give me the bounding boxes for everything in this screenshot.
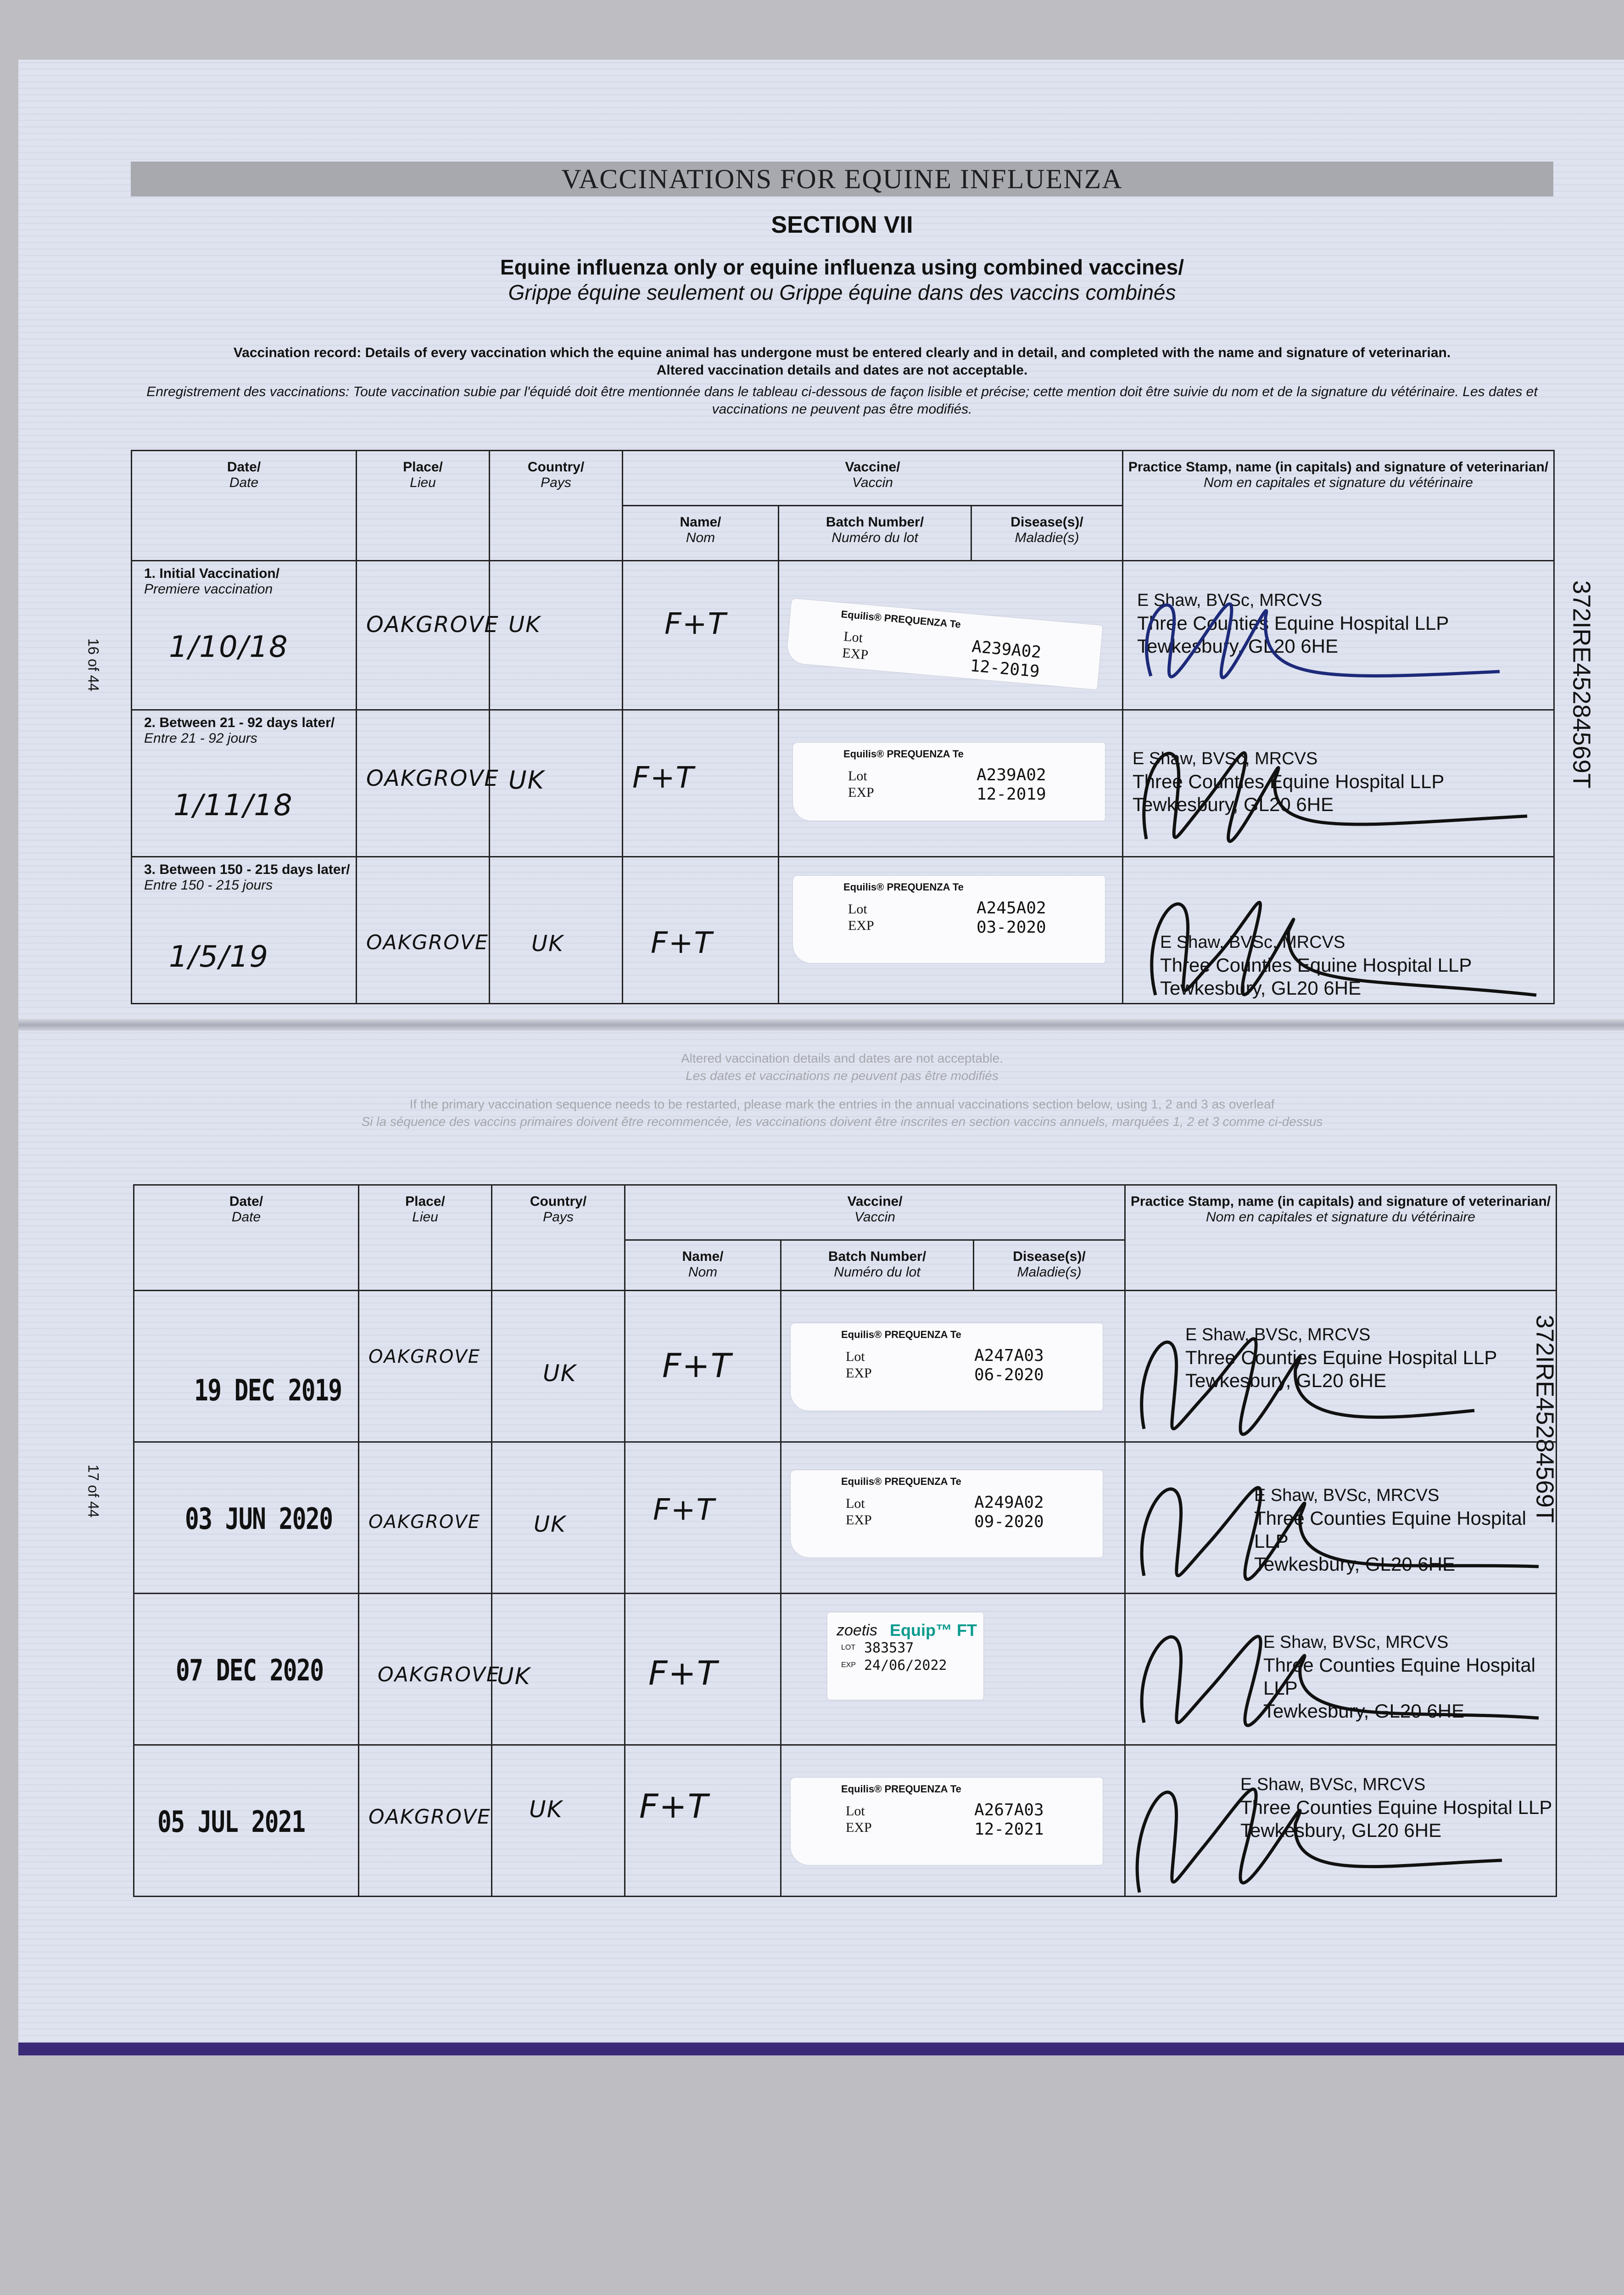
col-batch: Batch Number/ Numéro du lot xyxy=(781,1240,974,1291)
col-stamp: Practice Stamp, name (in capitals) and signature of veterinarian/ Nom en capitales et signature du vétérinaire xyxy=(1123,451,1554,561)
note-french: Enregistrement des vaccinations: Toute vaccination subie par l'équidé doit être mentionnée dans le tableau ci-dessous de façon lisible et précise; cette mention doit être suivie du nom et de la signature du vétérinaire. Les dates et vaccinations ne peuvent pas être modifiés. xyxy=(146,384,1538,417)
note-english xyxy=(131,344,1553,379)
table-row: 07 DEC 2020 OAKGROVE UK F+T zoetis Equip™ FT LOT EXP 383537 24/06/2022 E Shaw, BVSc, MRCVS Three Counties Equine Hospital LLP Tewkesbury, GL20 6HE xyxy=(134,1594,1557,1745)
col-vaccine: Vaccine/ Vaccin xyxy=(625,1185,1125,1240)
vet-signature xyxy=(1123,561,1555,711)
vet-signature xyxy=(1123,711,1555,857)
date-stamp: 05 JUL 2021 xyxy=(157,1805,305,1839)
practice-stamp: E Shaw, BVSc, MRCVS Three Counties Equine Hospital LLP Tewkesbury, GL20 6HE xyxy=(1185,1325,1497,1391)
batch-number: A239A02 xyxy=(971,637,1042,662)
date-stamp: 03 JUN 2020 xyxy=(185,1502,333,1536)
page-number: 17 of 44 xyxy=(85,1464,102,1518)
vaccine-batch-label: Equilis® PREQUENZA Te Lot EXP A249A02 09-2020 xyxy=(791,1470,1103,1557)
col-name: Name/ Nom xyxy=(625,1240,781,1291)
col-disease: Disease(s)/ Maladie(s) xyxy=(971,506,1123,561)
practice-stamp: E Shaw, BVSc, MRCVS Three Counties Equine Hospital LLP Tewkesbury, GL20 6HE xyxy=(1240,1775,1552,1841)
vaccine-batch-label: Equilis® PREQUENZA Te Lot EXP A267A03 12-2021 xyxy=(791,1778,1103,1865)
zoetis-logo: zoetis xyxy=(837,1622,877,1639)
section-banner: VACCINATIONS FOR EQUINE INFLUENZA xyxy=(131,162,1553,196)
practice-stamp: E Shaw, BVSc, MRCVS Three Counties Equine Hospital LLP Tewkesbury, GL20 6HE xyxy=(1254,1486,1527,1575)
note-english-line2: Altered vaccination details and dates are not acceptable. xyxy=(656,363,1028,378)
table-row: 3. Between 150 - 215 days later/ Entre 150 - 215 jours 1/5/19 OAKGROVE UK F+T Equilis® PREQUENZA Te Lot EXP A245A02 03-2020 E Shaw, BVSc, MRCVS Three Counties Equine Hospital LLP Tewkesbury, GL20 6HE xyxy=(132,857,1554,1004)
table-row: 03 JUN 2020 OAKGROVE UK F+T Equilis® PREQUENZA Te Lot EXP A249A02 09-2020 E Shaw, BVSc, MRCVS Three Counties Equine Hospital LLP Tewkesbury, GL20 6HE xyxy=(134,1442,1557,1594)
page-17 xyxy=(18,1028,1624,2006)
date-stamp: 19 DEC 2019 xyxy=(194,1374,342,1408)
vaccine-batch-label: Equilis® PREQUENZA Te Lot EXP A239A02 12-2019 xyxy=(786,599,1103,690)
col-date: Date/ Date xyxy=(132,451,357,561)
country-handwritten: UK xyxy=(508,612,541,638)
date-handwritten: 1/5/19 xyxy=(169,940,269,974)
section-title: SECTION VII xyxy=(771,212,913,238)
faded-note-line4: Si la séquence des vaccins primaires doivent être recommencée, les vaccinations doivent être inscrites en section vaccins annuels, marquées 1, 2 et 3 comme ci-dessus xyxy=(361,1114,1323,1129)
col-country: Country/ Pays xyxy=(490,451,623,561)
col-place: Place/ Lieu xyxy=(357,451,490,561)
practice-stamp: E Shaw, BVSc, MRCVS Three Counties Equine Hospital LLP Tewkesbury, GL20 6HE xyxy=(1137,591,1449,657)
col-vaccine: Vaccine/ Vaccin xyxy=(623,451,1123,506)
heading-french: Grippe équine seulement ou Grippe équine dans des vaccins combinés xyxy=(508,280,1176,304)
practice-stamp: E Shaw, BVSc, MRCVS Three Counties Equine Hospital LLP Tewkesbury, GL20 6HE xyxy=(1263,1633,1536,1722)
table-row: 05 JUL 2021 OAKGROVE UK F+T Equilis® PREQUENZA Te Lot EXP A267A03 12-2021 E Shaw, BVSc, MRCVS Three Counties Equine Hospital LLP Tewkesbury, GL20 6HE xyxy=(134,1745,1557,1897)
page-16 xyxy=(18,60,1624,1019)
vaccine-batch-label: Equilis® PREQUENZA Te Lot EXP A245A02 03-2020 xyxy=(793,876,1105,963)
col-country: Country/ Pays xyxy=(492,1185,625,1291)
row-label-fr: Premiere vaccination xyxy=(144,582,273,597)
table-row: 2. Between 21 - 92 days later/ Entre 21 - 92 jours 1/11/18 OAKGROVE UK F+T Equilis® PREQUENZA Te Lot EXP A239A02 12-2019 E Shaw, BVSc, MRCVS Three Counties Equine Hospital LLP Tewkesbury, GL20 6HE xyxy=(132,710,1554,857)
col-disease: Disease(s)/ Maladie(s) xyxy=(974,1240,1125,1291)
row-label: 1. Initial Vaccination/ xyxy=(144,566,280,581)
col-date: Date/ Date xyxy=(134,1185,359,1291)
faded-note-line1: Altered vaccination details and dates are not acceptable. xyxy=(681,1051,1003,1065)
passport-spread xyxy=(18,60,1624,2055)
note-english-line1: Vaccination record: Details of every vaccination which the equine animal has undergone must be entered clearly and in detail, and completed with the name and signature of veterinarian. xyxy=(233,345,1451,360)
vet-signature xyxy=(1126,1291,1557,1443)
vaccine-batch-label: zoetis Equip™ FT LOT EXP 383537 24/06/2022 xyxy=(827,1612,983,1700)
vaccine-name-handwritten: F+T xyxy=(664,607,727,641)
heading-english: Equine influenza only or equine influenza using combined vaccines/ xyxy=(500,255,1184,279)
vet-signature xyxy=(1123,857,1555,1004)
batch-number: 383537 xyxy=(864,1640,914,1656)
annual-vaccination-table xyxy=(133,1184,1557,1897)
vaccine-batch-label: Equilis® PREQUENZA Te Lot EXP A239A02 12-2019 xyxy=(793,743,1105,821)
faded-note-line2: Les dates et vaccinations ne peuvent pas être modifiés xyxy=(686,1069,999,1083)
date-handwritten: 1/11/18 xyxy=(173,789,293,823)
practice-stamp: E Shaw, BVSc, MRCVS Three Counties Equine Hospital LLP Tewkesbury, GL20 6HE xyxy=(1160,933,1472,999)
col-place: Place/ Lieu xyxy=(359,1185,492,1291)
table-row xyxy=(132,561,1554,710)
vaccine-batch-label: Equilis® PREQUENZA Te Lot EXP A247A03 06-2020 xyxy=(791,1323,1103,1411)
table-row: 19 DEC 2019 OAKGROVE UK F+T Equilis® PREQUENZA Te Lot EXP A247A03 06-2020 E Shaw, BVSc, MRCVS Three Counties Equine Hospital LLP Tewkesbury, GL20 6HE xyxy=(134,1291,1557,1442)
date-handwritten: 1/10/18 xyxy=(169,630,289,664)
col-batch: Batch Number/ Numéro du lot xyxy=(779,506,971,561)
place-handwritten: OAKGROVE xyxy=(366,612,499,638)
practice-stamp: E Shaw, BVSc, MRCVS Three Counties Equine Hospital LLP Tewkesbury, GL20 6HE xyxy=(1133,749,1445,815)
expiry-date: 24/06/2022 xyxy=(864,1657,947,1674)
faded-note-line3: If the primary vaccination sequence needs to be restarted, please mark the entries in the annual vaccinations section below, using 1, 2 and 3 as overleaf xyxy=(409,1097,1275,1111)
expiry-date: 12-2019 xyxy=(969,656,1040,682)
col-stamp: Practice Stamp, name (in capitals) and signature of veterinarian/ Nom en capitales et signature du vétérinaire xyxy=(1125,1185,1557,1291)
page-number: 16 of 44 xyxy=(85,638,102,692)
date-stamp: 07 DEC 2020 xyxy=(176,1654,324,1688)
primary-vaccination-table xyxy=(131,450,1555,1004)
row-date-cell xyxy=(132,561,357,710)
vet-signature xyxy=(1126,1443,1557,1594)
passport-id: 372IRE452845​69T xyxy=(1531,1315,1559,1523)
vet-signature xyxy=(1126,1746,1557,1897)
vet-signature xyxy=(1126,1594,1557,1746)
passport-id: 372IRE452845​69T xyxy=(1568,580,1596,789)
col-name: Name/ Nom xyxy=(623,506,779,561)
